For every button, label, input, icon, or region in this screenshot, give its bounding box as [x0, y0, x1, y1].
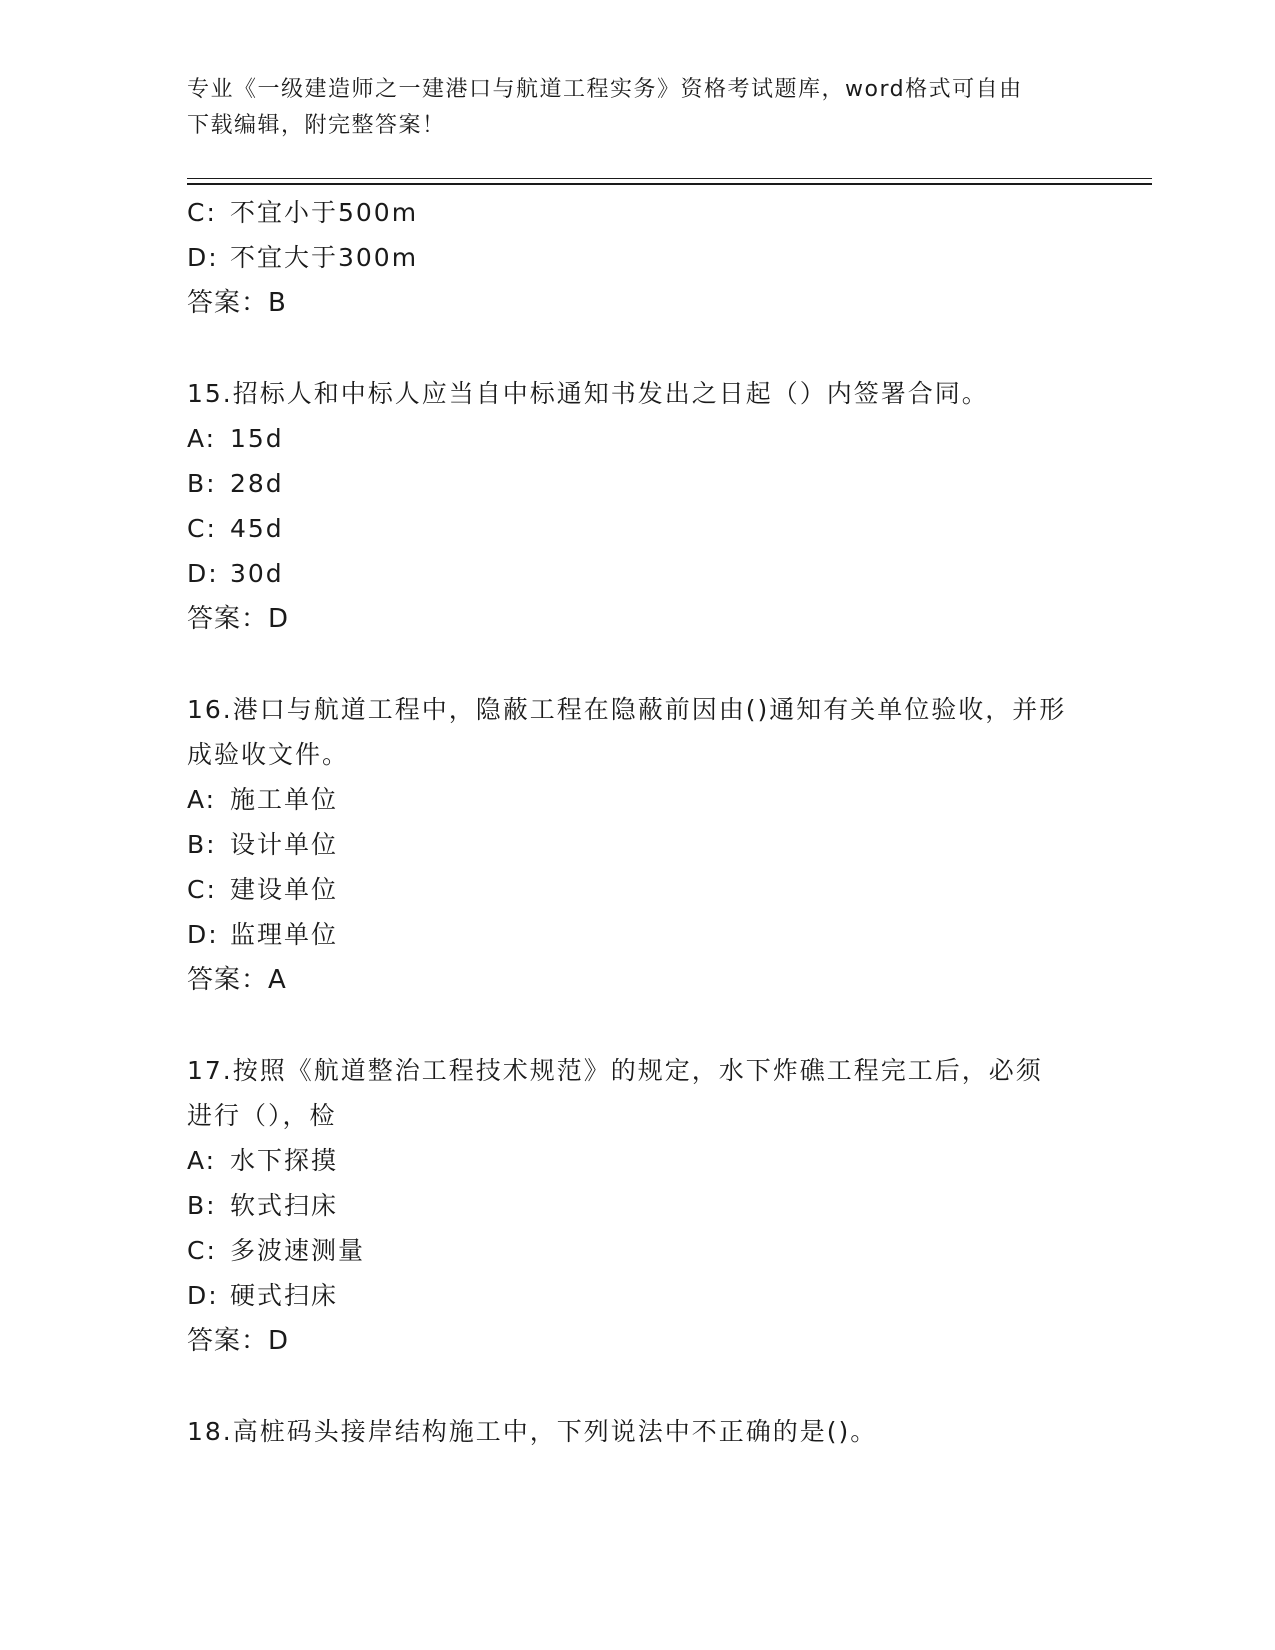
- question-17: 17.按照《航道整治工程技术规范》的规定，水下炸礁工程完工后，必须进行（），检: [187, 1056, 1043, 1130]
- answer-line: 答案：B: [187, 288, 287, 318]
- answer-line: 答案：D: [187, 604, 290, 634]
- answer-line: 答案：A: [187, 965, 287, 995]
- option-d: D: 30d: [187, 559, 284, 588]
- option-d: D: 监理单位: [187, 920, 339, 949]
- answer-line: 答案：D: [187, 1326, 290, 1356]
- header-divider: [187, 178, 1152, 179]
- question-list: [187, 190, 1087, 1454]
- document-header: [187, 72, 1067, 144]
- option-a: A: 15d: [187, 424, 284, 453]
- option-b: B: 28d: [187, 469, 284, 498]
- option-d: D: 硬式扫床: [187, 1281, 339, 1310]
- option-c: C: 45d: [187, 514, 284, 543]
- header-line-1: 专业《一级建造师之一建港口与航道工程实务》资格考试题库，word格式可自由: [187, 77, 1023, 102]
- option-b: B: 设计单位: [187, 830, 339, 859]
- option-c: C: 不宜小于500m: [187, 198, 419, 227]
- option-a: A: 水下探摸: [187, 1146, 339, 1175]
- option-a: A: 施工单位: [187, 785, 339, 814]
- question-18: 18.高桩码头接岸结构施工中，下列说法中不正确的是()。: [187, 1417, 878, 1446]
- option-d: D: 不宜大于300m: [187, 243, 419, 272]
- question-15: 15.招标人和中标人应当自中标通知书发出之日起（）内签署合同。: [187, 379, 989, 408]
- option-c: C: 建设单位: [187, 875, 339, 904]
- question-16: 16.港口与航道工程中，隐蔽工程在隐蔽前因由()通知有关单位验收，并形成验收文件。: [187, 695, 1067, 769]
- option-b: B: 软式扫床: [187, 1191, 339, 1220]
- option-c: C: 多波速测量: [187, 1236, 366, 1265]
- header-divider-thick: [187, 183, 1152, 185]
- header-line-2: 下载编辑，附完整答案！: [187, 113, 446, 138]
